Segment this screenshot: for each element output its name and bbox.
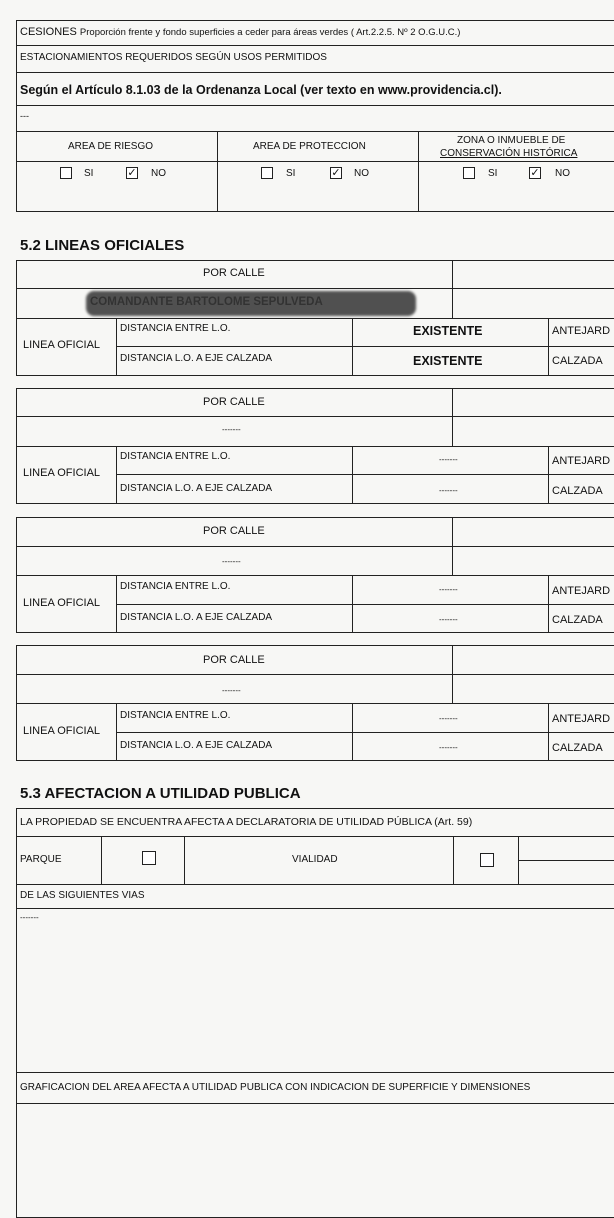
riesgo-si-label: SI	[84, 168, 94, 179]
divider	[453, 836, 454, 884]
divider	[16, 161, 614, 162]
riesgo-no-label: NO	[151, 168, 166, 179]
divider	[184, 836, 185, 884]
divider	[16, 318, 614, 319]
distancia-eje-value: -------	[439, 743, 458, 752]
conservacion-si-checkbox[interactable]	[463, 167, 475, 179]
segun-articulo-text: Según el Artículo 8.1.03 de la Ordenanza Local (ver texto en www.providencia.cl).	[20, 83, 502, 97]
por-calle-label: POR CALLE	[203, 396, 265, 408]
riesgo-si-checkbox[interactable]	[60, 167, 72, 179]
distancia-lo-label: DISTANCIA ENTRE L.O.	[120, 451, 231, 462]
por-calle-label: POR CALLE	[203, 267, 265, 279]
divider	[217, 131, 218, 212]
linea-oficial-label: LINEA OFICIAL	[23, 725, 101, 737]
divider	[418, 131, 419, 212]
distancia-lo-value: -------	[439, 714, 458, 723]
divider	[116, 346, 614, 347]
divider	[16, 1072, 614, 1073]
parque-label: PARQUE	[20, 854, 62, 865]
divider	[16, 105, 614, 106]
cesiones-detail: Proporción frente y fondo superficies a ceder para áreas verdes ( Art.2.2.5. Nº 2 O.G.U.C.)	[79, 27, 461, 38]
cesiones-table	[16, 20, 614, 212]
divider	[16, 72, 614, 73]
afectacion-heading: 5.3 AFECTACION A UTILIDAD PUBLICA	[20, 785, 301, 802]
por-calle-label: POR CALLE	[203, 654, 265, 666]
declaratoria-text: LA PROPIEDAD SE ENCUENTRA AFECTA A DECLARATORIA DE UTILIDAD PÚBLICA (Art. 59)	[20, 816, 473, 828]
divider	[116, 474, 614, 475]
distancia-eje-label: DISTANCIA L.O. A EJE CALZADA	[120, 353, 273, 364]
conservacion-no-label: NO	[555, 168, 570, 179]
calzada-label: CALZADA	[552, 742, 603, 754]
street-name: -------	[222, 686, 241, 695]
distancia-lo-value: -------	[439, 585, 458, 594]
proteccion-no-checkbox[interactable]: ✓	[331, 167, 341, 179]
divider	[16, 674, 614, 675]
linea-oficial-label: LINEA OFICIAL	[23, 597, 101, 609]
calzada-label: CALZADA	[552, 614, 603, 626]
distancia-eje-value: -------	[439, 615, 458, 624]
antejardin-label: ANTEJARD	[552, 455, 611, 467]
parque-checkbox[interactable]	[142, 851, 156, 865]
por-calle-label: POR CALLE	[203, 525, 265, 537]
conservacion-si-label: SI	[488, 168, 498, 179]
divider	[16, 288, 614, 289]
distancia-eje-value: EXISTENTE	[413, 354, 483, 368]
distancia-eje-label: DISTANCIA L.O. A EJE CALZADA	[120, 740, 273, 751]
linea-oficial-label: LINEA OFICIAL	[23, 339, 101, 351]
lineas-oficiales-heading: 5.2 LINEAS OFICIALES	[20, 237, 185, 254]
divider	[16, 546, 614, 547]
divider	[116, 732, 614, 733]
distancia-lo-label: DISTANCIA ENTRE L.O.	[120, 581, 231, 592]
divider	[16, 836, 614, 837]
graficacion-label: GRAFICACION DEL AREA AFECTA A UTILIDAD PUBLICA CON INDICACION DE SUPERFICIE Y DIMENSIONES	[20, 1082, 531, 1093]
street-name: -------	[222, 425, 241, 434]
vialidad-label: VIALIDAD	[292, 854, 338, 865]
distancia-lo-value: -------	[439, 455, 458, 464]
calzada-label: CALZADA	[552, 485, 603, 497]
distancia-eje-label: DISTANCIA L.O. A EJE CALZADA	[120, 483, 273, 494]
proteccion-si-label: SI	[286, 168, 296, 179]
vias-value: -------	[20, 913, 39, 922]
afectacion-table	[16, 808, 614, 1218]
divider	[16, 131, 614, 132]
divider	[101, 836, 102, 884]
riesgo-no-checkbox[interactable]: ✓	[127, 167, 137, 179]
cesiones-label: CESIONES	[20, 26, 77, 38]
siguientes-vias-label: DE LAS SIGUIENTES VIAS	[20, 890, 145, 901]
antejardin-label: ANTEJARD	[552, 713, 611, 725]
cesiones-row	[20, 27, 460, 38]
divider	[16, 703, 614, 704]
area-riesgo-header: AREA DE RIESGO	[68, 141, 154, 152]
dashes-value: ---	[20, 111, 29, 121]
divider	[16, 884, 614, 885]
distancia-lo-value: EXISTENTE	[413, 324, 483, 338]
divider	[16, 416, 614, 417]
divider	[16, 908, 614, 909]
vialidad-checkbox[interactable]	[480, 853, 494, 867]
divider	[518, 860, 614, 861]
divider	[116, 604, 614, 605]
conservacion-no-checkbox[interactable]: ✓	[530, 167, 540, 179]
street-name: COMANDANTE BARTOLOME SEPULVEDA	[90, 296, 323, 308]
distancia-eje-label: DISTANCIA L.O. A EJE CALZADA	[120, 612, 273, 623]
distancia-lo-label: DISTANCIA ENTRE L.O.	[120, 323, 231, 334]
conservacion-historica-header: CONSERVACIÓN HISTÓRICA	[440, 148, 578, 159]
area-proteccion-header: AREA DE PROTECCION	[253, 141, 366, 152]
divider	[16, 446, 614, 447]
antejardin-label: ANTEJARD	[552, 325, 611, 337]
estacionamientos-label: ESTACIONAMIENTOS REQUERIDOS SEGÚN USOS PERMITIDOS	[20, 52, 327, 63]
antejardin-label: ANTEJARD	[552, 585, 611, 597]
proteccion-no-label: NO	[354, 168, 369, 179]
street-name: -------	[222, 557, 241, 566]
divider	[16, 575, 614, 576]
proteccion-si-checkbox[interactable]	[261, 167, 273, 179]
divider	[16, 45, 614, 46]
distancia-lo-label: DISTANCIA ENTRE L.O.	[120, 710, 231, 721]
calzada-label: CALZADA	[552, 355, 603, 367]
divider	[16, 1103, 614, 1104]
distancia-eje-value: -------	[439, 486, 458, 495]
zona-inmueble-header: ZONA O INMUEBLE DE	[457, 135, 566, 146]
linea-oficial-label: LINEA OFICIAL	[23, 467, 101, 479]
